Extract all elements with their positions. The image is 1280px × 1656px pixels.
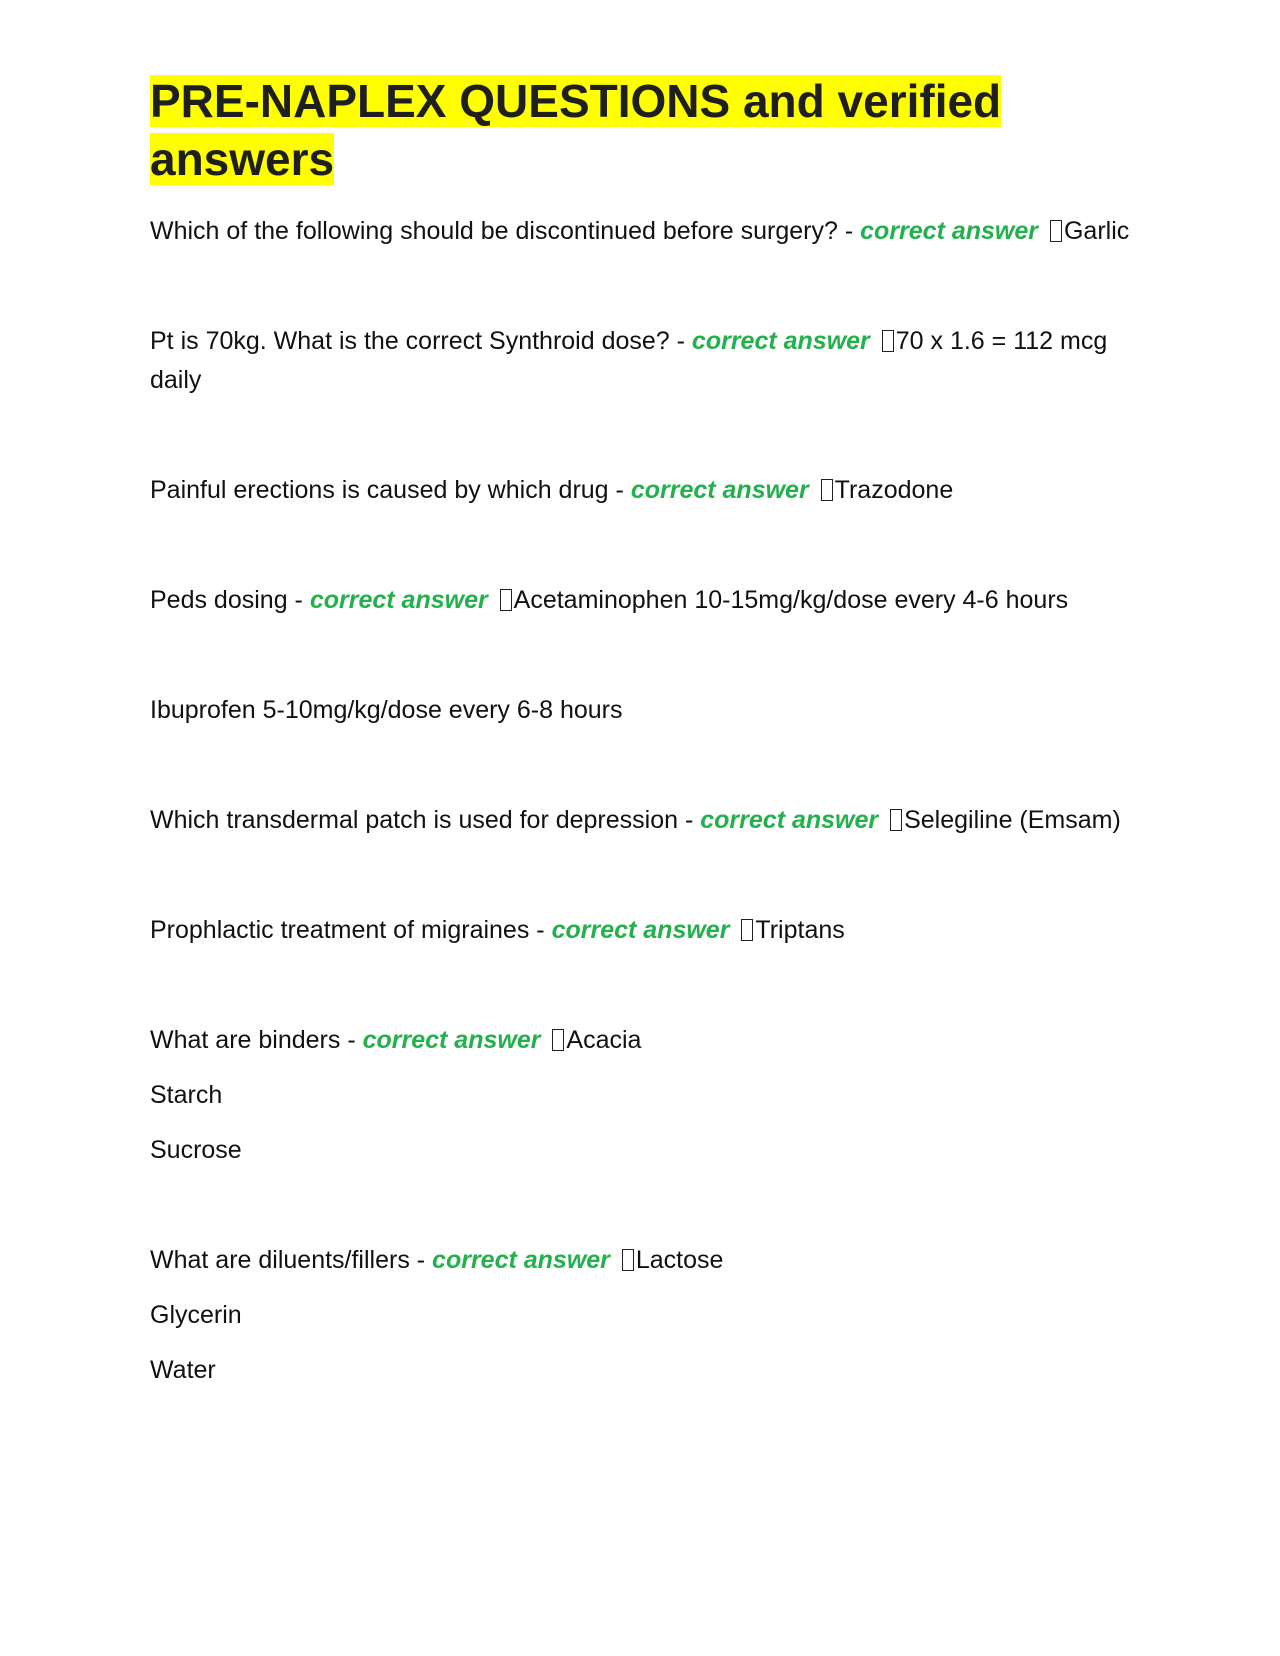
answer-text: Lactose bbox=[635, 1246, 724, 1274]
missing-glyph-icon bbox=[882, 330, 894, 352]
missing-glyph-icon bbox=[552, 1029, 564, 1051]
question-text: What are diluents/fillers - bbox=[150, 1246, 433, 1274]
question-text: Which transdermal patch is used for depression - bbox=[150, 806, 701, 834]
correct-answer-label: correct answer bbox=[432, 1246, 610, 1274]
document-title: PRE-NAPLEX QUESTIONS and verified answers bbox=[150, 75, 1002, 185]
answer-text: 70 x 1.6 = 112 mcg daily bbox=[150, 327, 1108, 394]
question-text: Peds dosing - bbox=[150, 586, 310, 614]
missing-glyph-icon bbox=[1050, 220, 1062, 242]
qa-list bbox=[150, 212, 1130, 1390]
answer-text: Glycerin bbox=[150, 1301, 242, 1329]
question-text: Prophlactic treatment of migraines - bbox=[150, 916, 552, 944]
answer-text: Water bbox=[150, 1356, 216, 1384]
answer-text: Acacia bbox=[566, 1026, 642, 1054]
question-text: Pt is 70kg. What is the correct Synthroid dose? - bbox=[150, 327, 692, 355]
qa-item bbox=[150, 581, 1130, 620]
answer-text: Sucrose bbox=[150, 1136, 242, 1164]
qa-item bbox=[150, 471, 1130, 510]
correct-answer-label: correct answer bbox=[551, 916, 730, 944]
missing-glyph-icon bbox=[622, 1249, 634, 1271]
correct-answer-label: correct answer bbox=[700, 806, 879, 834]
answer-text: Selegiline (Emsam) bbox=[904, 806, 1121, 834]
question-text: Painful erections is caused by which drug - bbox=[150, 476, 631, 504]
missing-glyph-icon bbox=[741, 919, 753, 941]
answer-text: Starch bbox=[150, 1081, 223, 1109]
answer-text: Garlic bbox=[1063, 217, 1130, 245]
correct-answer-label: correct answer bbox=[362, 1026, 541, 1054]
correct-answer-label: correct answer bbox=[691, 327, 870, 355]
qa-item bbox=[150, 322, 1130, 400]
missing-glyph-icon bbox=[500, 589, 512, 611]
qa-item bbox=[150, 1021, 1130, 1170]
qa-item bbox=[150, 691, 1130, 730]
qa-item bbox=[150, 801, 1130, 840]
answer-text: Acetaminophen 10-15mg/kg/dose every 4-6 hours bbox=[513, 586, 1069, 614]
answer-text: Trazodone bbox=[834, 476, 954, 504]
correct-answer-label: correct answer bbox=[860, 217, 1039, 245]
correct-answer-label: correct answer bbox=[309, 586, 488, 614]
question-text: What are binders - bbox=[150, 1026, 363, 1054]
answer-text: Triptans bbox=[755, 916, 845, 944]
missing-glyph-icon bbox=[821, 479, 833, 501]
qa-item bbox=[150, 1241, 1130, 1390]
question-text: Which of the following should be discontinued before surgery? - bbox=[150, 217, 861, 245]
document-page bbox=[150, 72, 1130, 1461]
missing-glyph-icon bbox=[890, 809, 902, 831]
standalone-text: Ibuprofen 5-10mg/kg/dose every 6-8 hours bbox=[150, 696, 623, 724]
correct-answer-label: correct answer bbox=[630, 476, 809, 504]
qa-item bbox=[150, 911, 1130, 950]
qa-item bbox=[150, 212, 1130, 251]
